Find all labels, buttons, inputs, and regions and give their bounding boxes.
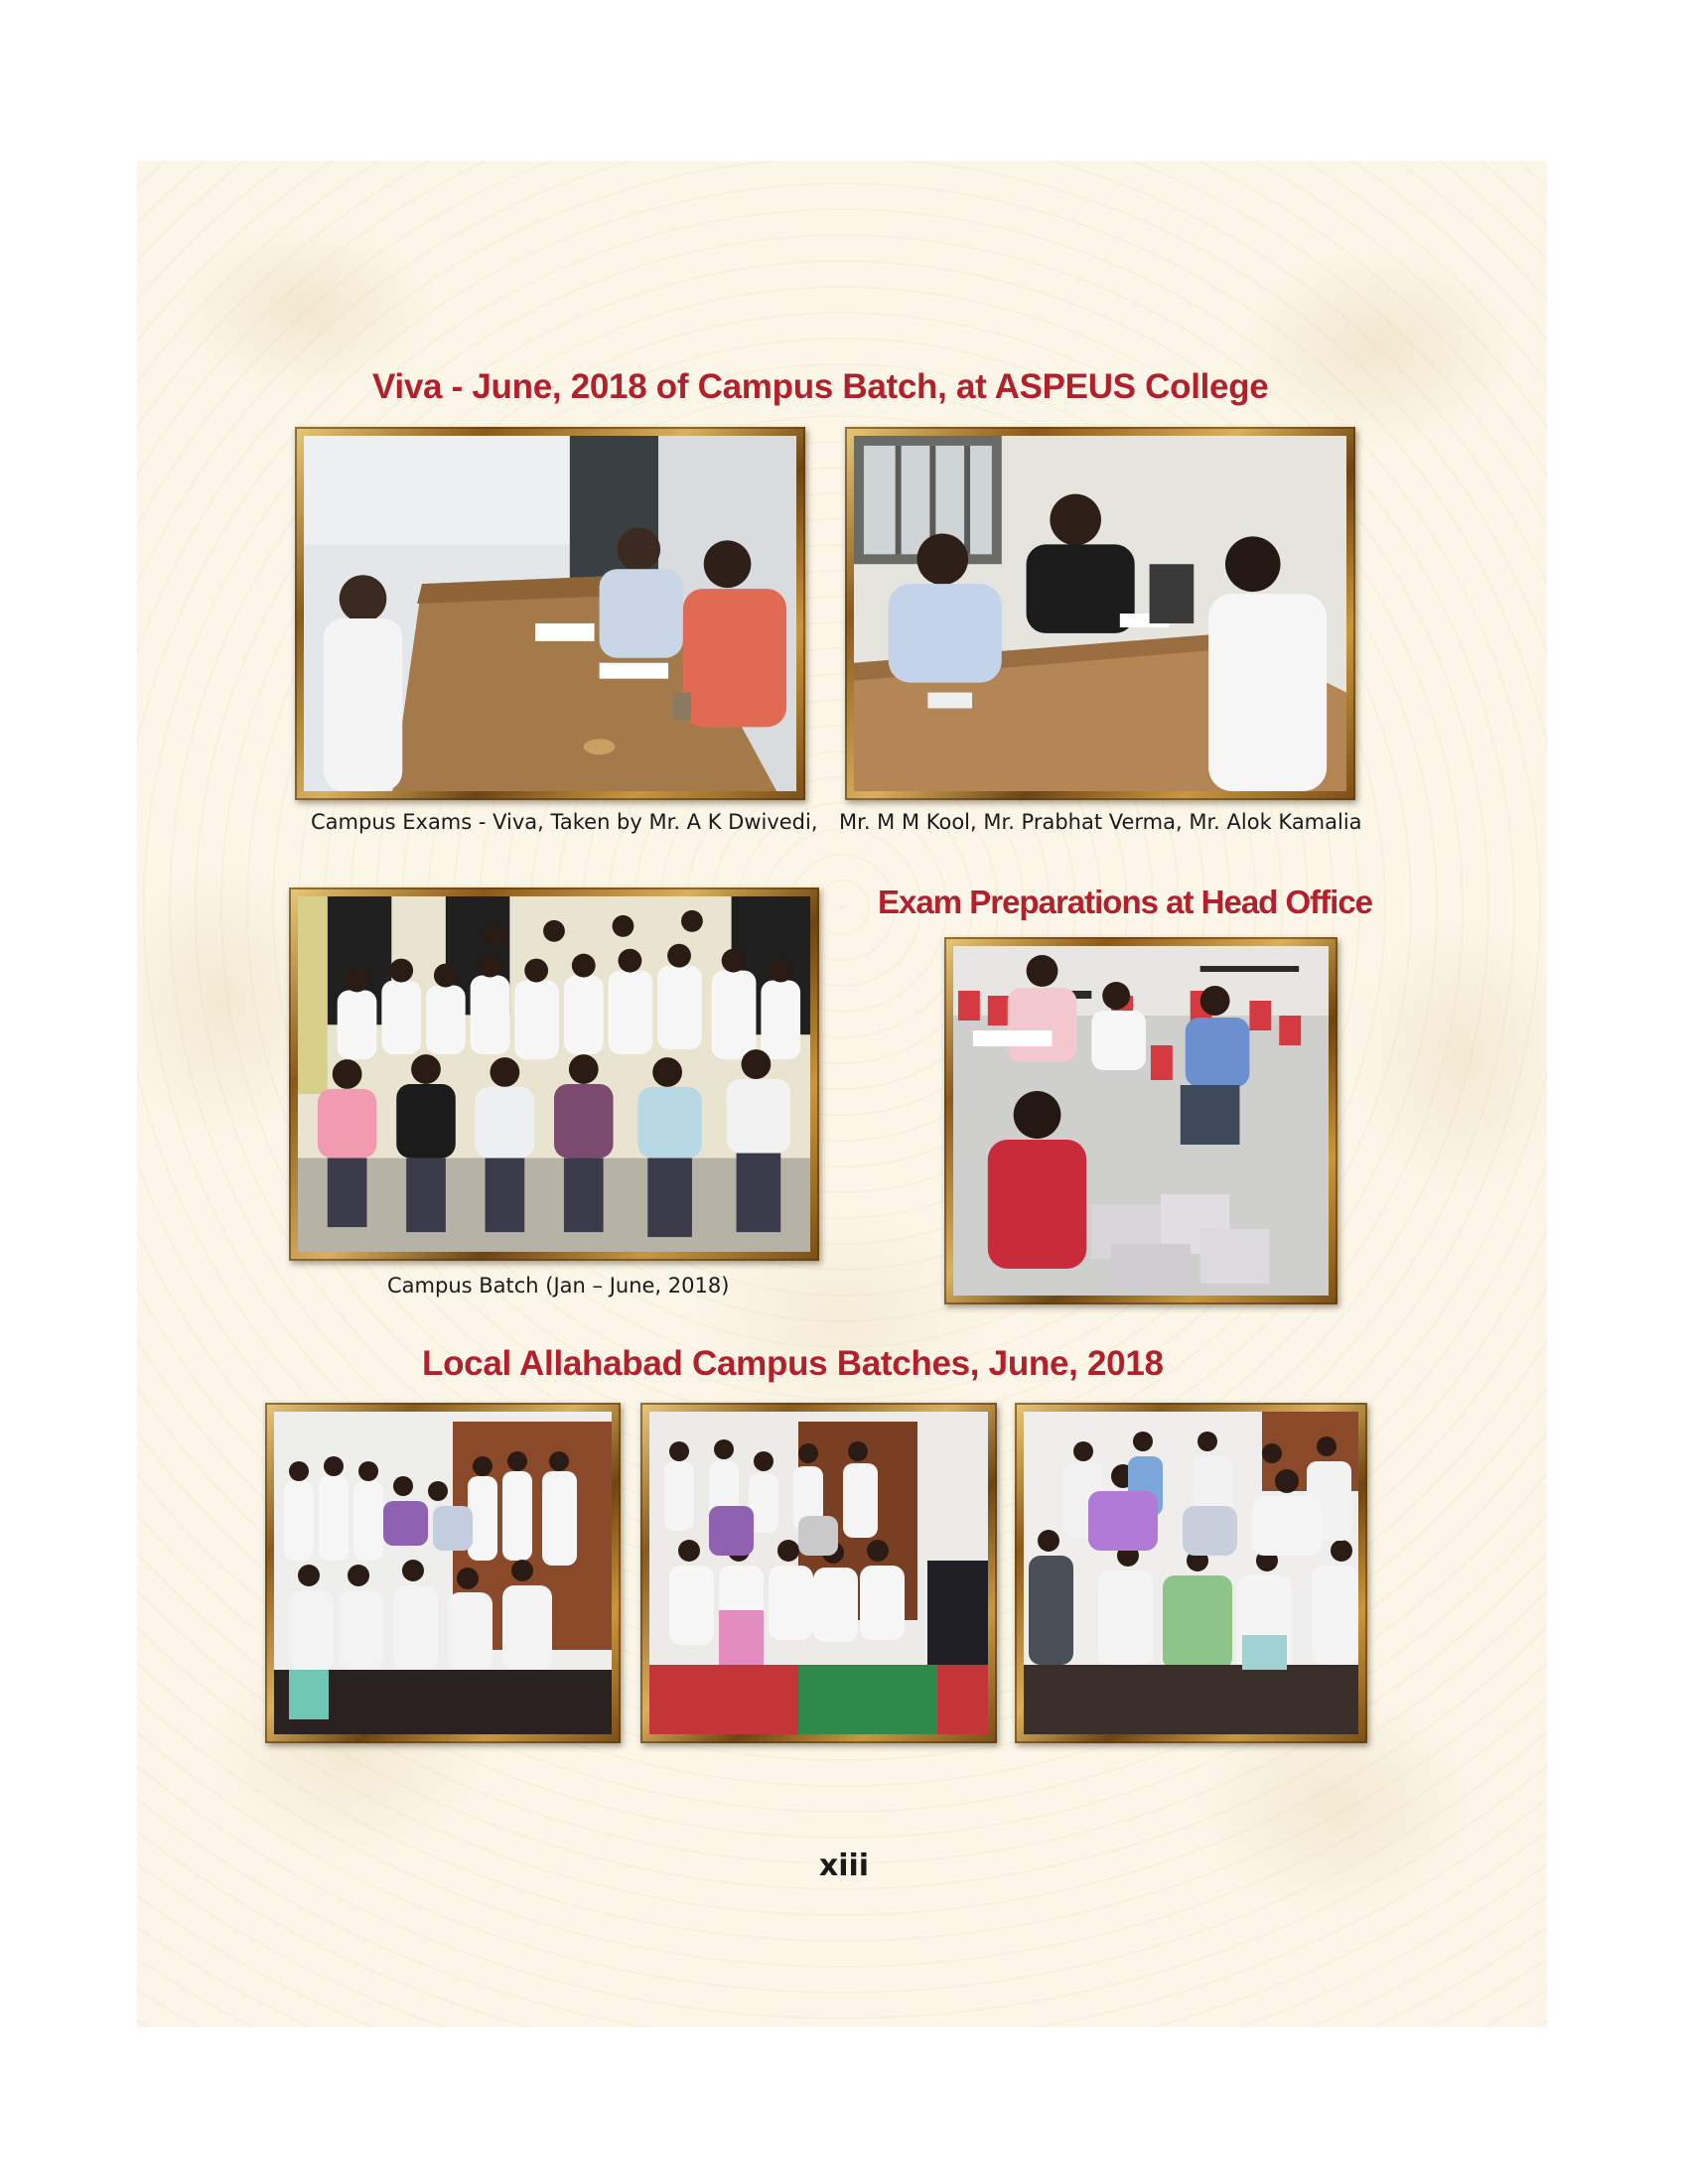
- exam-prep-photo: [944, 937, 1337, 1304]
- local-batch-photo-3-image: [1024, 1412, 1358, 1734]
- local-batch-photo-2-image: [649, 1412, 988, 1734]
- viva-photo-left: [295, 427, 805, 800]
- local-batch-photo-1: [265, 1403, 621, 1743]
- campus-batch-caption: Campus Batch (Jan – June, 2018): [387, 1274, 730, 1297]
- viva-photo-right: [845, 427, 1355, 800]
- viva-photo-left-image: [304, 436, 796, 791]
- exam-prep-photo-image: [953, 946, 1329, 1296]
- local-batches-heading: Local Allahabad Campus Batches, June, 2018: [422, 1344, 1164, 1383]
- viva-photo-right-image: [854, 436, 1346, 791]
- page-number: xiii: [818, 1848, 870, 1883]
- viva-heading: Viva - June, 2018 of Campus Batch, at ASPEUS College: [372, 367, 1269, 406]
- campus-batch-photo-image: [298, 896, 810, 1252]
- local-batch-photo-1-image: [274, 1412, 612, 1734]
- viva-caption-right: Mr. M M Kool, Mr. Prabhat Verma, Mr. Alok Kamalia: [839, 810, 1362, 834]
- local-batch-photo-3: [1015, 1403, 1367, 1743]
- exam-prep-heading: Exam Preparations at Head Office: [878, 884, 1373, 920]
- local-batch-photo-2: [640, 1403, 997, 1743]
- viva-caption-left: Campus Exams - Viva, Taken by Mr. A K Dwivedi,: [311, 810, 818, 834]
- campus-batch-photo: [289, 887, 819, 1261]
